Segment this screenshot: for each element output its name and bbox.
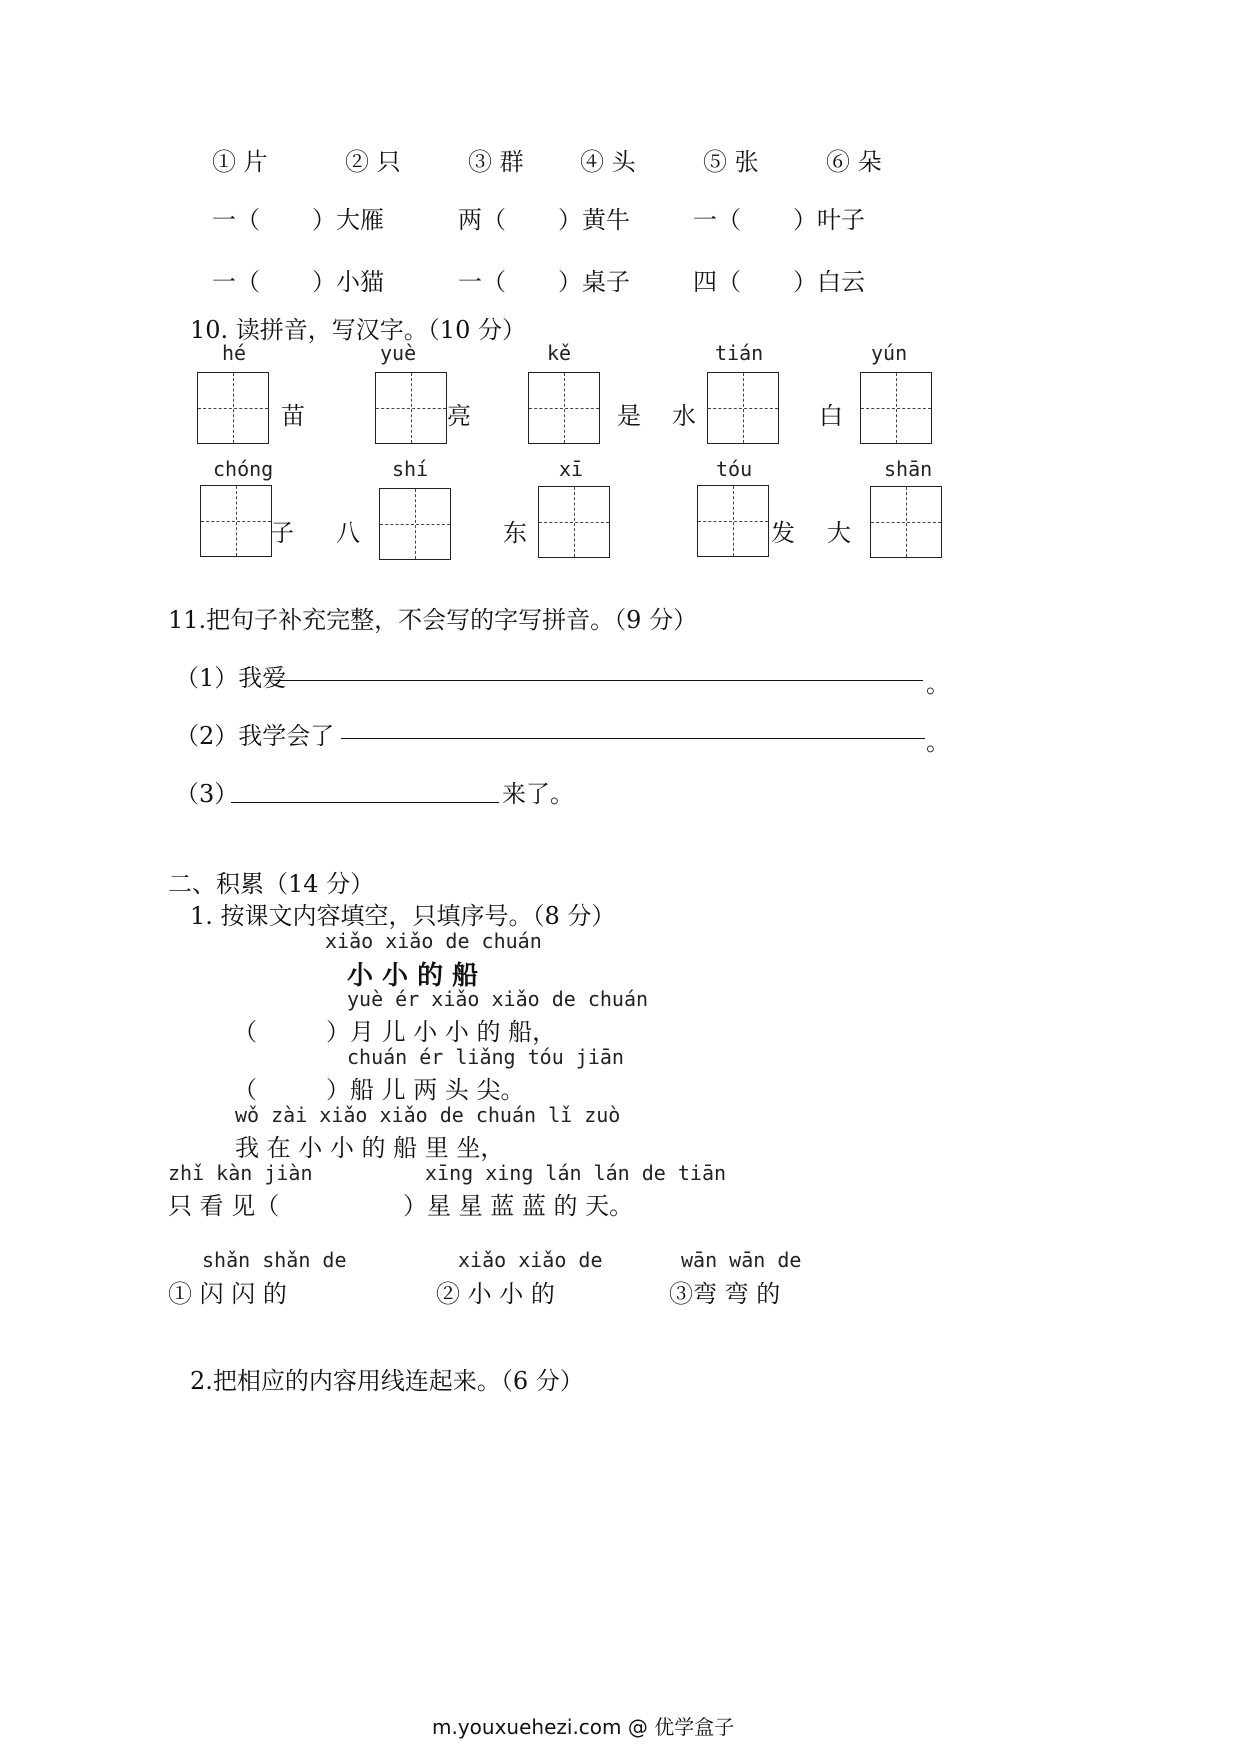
blank-prefix: 四（: [693, 268, 741, 296]
tian-grid-box[interactable]: [197, 372, 269, 444]
poem-line-4-b: ）星 星 蓝 蓝 的 天。: [403, 1192, 634, 1220]
tian-grid-box[interactable]: [528, 372, 600, 444]
poem-line-2: ）船 儿 两 头 尖。: [326, 1076, 525, 1104]
tian-grid-box[interactable]: [860, 372, 932, 444]
blank-prefix: 一（: [212, 206, 260, 234]
option-2: ② 只: [345, 148, 401, 176]
pinyin: chóng: [213, 457, 274, 481]
char: 是: [617, 402, 641, 430]
pinyin: kě: [547, 341, 572, 365]
char: 子: [270, 519, 294, 547]
choice-3-pinyin: wān wān de: [681, 1248, 802, 1272]
choice-1: ① 闪 闪 的: [168, 1280, 287, 1308]
char: 白: [819, 402, 843, 430]
blank-prefix: 一（: [212, 268, 260, 296]
poem-title: 小 小 的 船: [347, 961, 479, 991]
pinyin: tián: [715, 341, 764, 365]
q11-answer-line-3[interactable]: [231, 802, 499, 803]
q11-sentence-3-tail: 来了。: [502, 780, 574, 808]
option-1: ① 片: [212, 148, 268, 176]
footer-watermark: m.youxuehezi.com @ 优学盒子: [432, 1715, 735, 1739]
poem-line-4-pinyin-b: xīng xing lán lán de tiān: [425, 1161, 727, 1185]
q11-answer-line-2[interactable]: [341, 738, 925, 739]
poem-line-3-pinyin: wǒ zài xiǎo xiǎo de chuán lǐ zuò: [235, 1103, 621, 1127]
blank-suffix: ）黄牛: [558, 206, 630, 234]
section-2-q2-title: 2.把相应的内容用线连起来。（6 分）: [190, 1367, 584, 1395]
choice-2: ② 小 小 的: [436, 1280, 555, 1308]
option-3: ③ 群: [468, 148, 524, 176]
choice-3: ③弯 弯 的: [669, 1280, 781, 1308]
q11-title: 11.把句子补充完整，不会写的字写拼音。（9 分）: [168, 606, 698, 634]
blank-suffix: ）桌子: [558, 268, 630, 296]
option-5: ⑤ 张: [703, 148, 759, 176]
pinyin: shān: [884, 457, 933, 481]
pinyin: yuè: [380, 341, 417, 365]
blank-prefix: 一（: [693, 206, 741, 234]
option-4: ④ 头: [580, 148, 636, 176]
pinyin: shí: [392, 457, 429, 481]
blank-prefix: 一（: [458, 268, 506, 296]
period: 。: [926, 670, 950, 698]
q11-sentence-2-label: （2）我学会了: [175, 722, 335, 750]
choice-1-pinyin: shǎn shǎn de: [202, 1248, 347, 1272]
char: 水: [672, 402, 696, 430]
poem-line-1-pinyin: yuè ér xiǎo xiǎo de chuán: [347, 987, 649, 1011]
poem-line-4-a: 只 看 见（: [168, 1192, 280, 1220]
q11-sentence-3-label: （3）: [175, 780, 239, 808]
tian-grid-box[interactable]: [870, 486, 942, 558]
tian-grid-box[interactable]: [379, 488, 451, 560]
poem-blank-open: （: [233, 1018, 257, 1046]
q11-answer-line-1[interactable]: [275, 680, 923, 681]
poem-line-2-pinyin: chuán ér liǎng tóu jiān: [347, 1045, 624, 1069]
char: 大: [827, 519, 851, 547]
choice-2-pinyin: xiǎo xiǎo de: [458, 1248, 603, 1272]
blank-suffix: ）叶子: [793, 206, 865, 234]
poem-blank-open: （: [233, 1076, 257, 1104]
tian-grid-box[interactable]: [707, 372, 779, 444]
char: 八: [336, 519, 360, 547]
pinyin: tóu: [716, 457, 753, 481]
char: 发: [771, 519, 795, 547]
section-2-title: 二、积累（14 分）: [168, 870, 375, 898]
tian-grid-box[interactable]: [375, 372, 447, 444]
pinyin: hé: [222, 341, 247, 365]
period: 。: [926, 728, 950, 756]
poem-title-pinyin: xiǎo xiǎo de chuán: [325, 929, 542, 953]
pinyin: xī: [559, 457, 584, 481]
tian-grid-box[interactable]: [697, 485, 769, 557]
tian-grid-box[interactable]: [538, 486, 610, 558]
char: 亮: [447, 402, 471, 430]
char: 苗: [281, 402, 305, 430]
blank-suffix: ）白云: [793, 268, 865, 296]
q11-sentence-1-label: （1）我爱: [175, 664, 287, 692]
blank-suffix: ）小猫: [312, 268, 384, 296]
poem-line-1: ）月 儿 小 小 的 船，: [326, 1018, 557, 1046]
pinyin: yún: [871, 341, 908, 365]
poem-line-4-pinyin-a: zhǐ kàn jiàn: [168, 1161, 313, 1185]
option-6: ⑥ 朵: [826, 148, 882, 176]
q10-title: 10. 读拼音，写汉字。（10 分）: [190, 316, 526, 344]
poem-line-3: 我 在 小 小 的 船 里 坐，: [235, 1134, 505, 1162]
tian-grid-box[interactable]: [200, 485, 272, 557]
blank-prefix: 两（: [458, 206, 506, 234]
char: 东: [503, 519, 527, 547]
blank-suffix: ）大雁: [312, 206, 384, 234]
section-2-q1-title: 1. 按课文内容填空，只填序号。（8 分）: [190, 902, 616, 930]
